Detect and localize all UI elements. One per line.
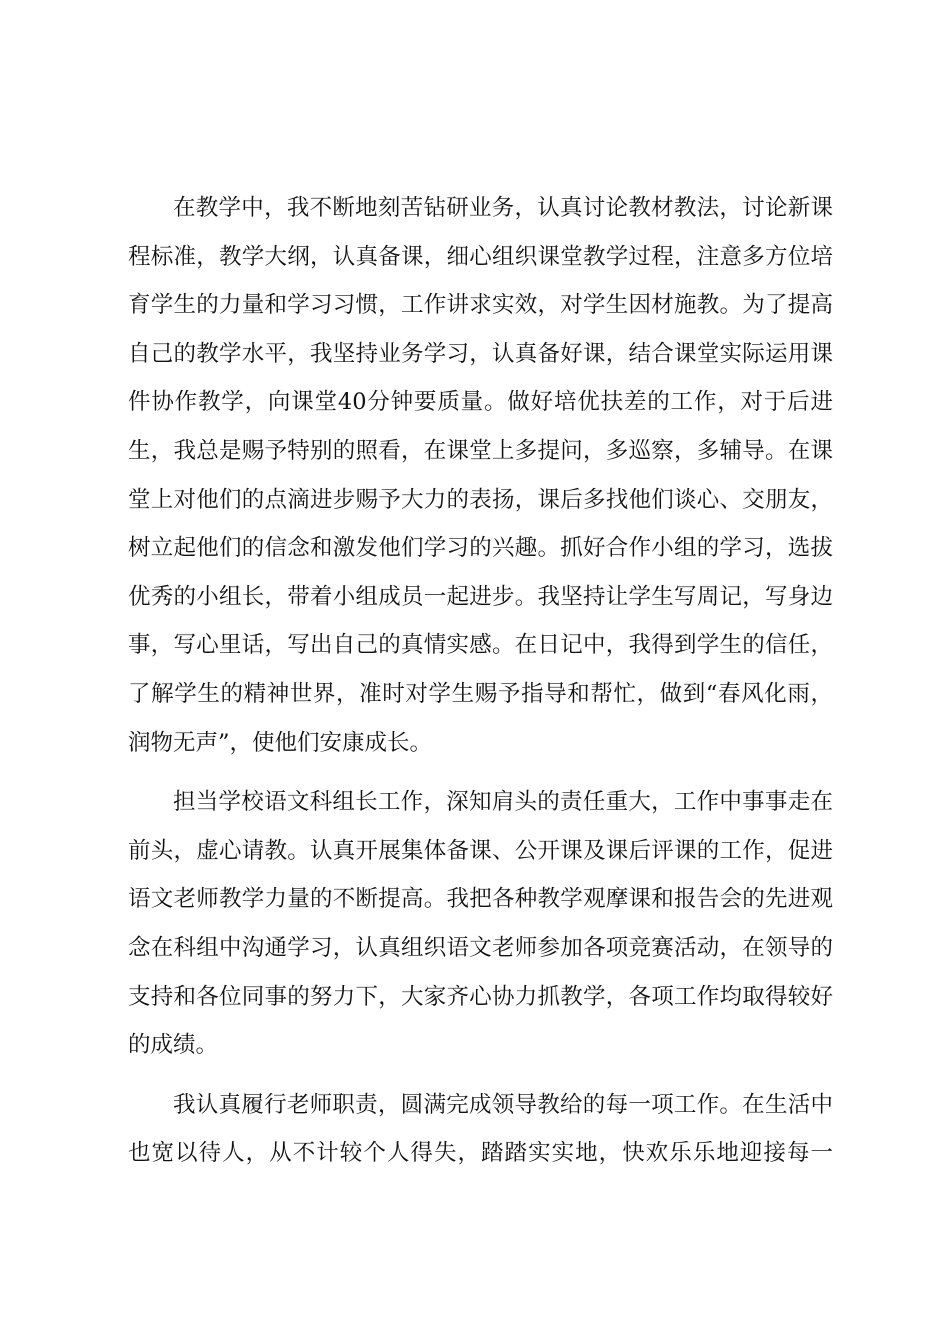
text-line: 自己的教学水平，我坚持业务学习，认真备好课，结合课堂实际运用课 [128, 340, 833, 367]
text-line: 在教学中，我不断地刻苦钻研业务，认真讨论教材教法，讨论新课 [173, 195, 833, 221]
text-line: 支持和各位同事的努力下，大家齐心协力抓教学，各项工作均取得较好 [128, 983, 833, 1010]
text-line: 育学生的力量和学习习惯，工作讲求实效，对学生因材施教。为了提高 [128, 292, 833, 319]
text-line: 堂上对他们的点滴进步赐予大力的表扬，课后多找他们谈心、交朋友， [128, 486, 833, 513]
text-line: 优秀的小组长，带着小组成员一起进步。我坚持让学生写周记，写身边 [128, 583, 833, 610]
text-line: 了解学生的精神世界，准时对学生赐予指导和帮忙，做到“春风化雨， [128, 680, 833, 707]
text-line: 润物无声”，使他们安康成长。 [128, 729, 433, 756]
paragraph-group-leader [128, 778, 833, 1070]
text-line: 也宽以待人，从不计较个人得失，踏踏实实地，快欢乐乐地迎接每一 [128, 1140, 833, 1167]
text-line: 事，写心里话，写出自己的真情实感。在日记中，我得到学生的信任， [128, 632, 833, 659]
text-line: 语文老师教学力量的不断提高。我把各种教学观摩课和报告会的先进观 [128, 886, 833, 913]
text-line: 生，我总是赐予特别的照看，在课堂上多提问，多巡察，多辅导。在课 [128, 437, 833, 464]
text-line: 念在科组中沟通学习，认真组织语文老师参加各项竞赛活动，在领导的 [128, 934, 833, 961]
paragraph-duties [128, 1081, 833, 1178]
paragraph-teaching [128, 184, 833, 767]
text-line: 程标准，教学大纲，认真备课，细心组织课堂教学过程，注意多方位培 [128, 243, 833, 270]
text-line: 的成绩。 [128, 1032, 219, 1059]
document-body [128, 184, 833, 1189]
text-line: 前头，虚心请教。认真开展集体备课、公开课及课后评课的工作，促进 [128, 837, 833, 864]
text-line: 树立起他们的信念和激发他们学习的兴趣。抓好合作小组的学习，选拔 [128, 535, 833, 562]
text-line: 件协作教学，向课堂40分钟要质量。做好培优扶差的工作，对于后进 [128, 389, 833, 416]
text-line: 担当学校语文科组长工作，深知肩头的责任重大，工作中事事走在 [173, 789, 833, 816]
text-line: 我认真履行老师职责，圆满完成领导教给的每一项工作。在生活中 [173, 1091, 833, 1118]
